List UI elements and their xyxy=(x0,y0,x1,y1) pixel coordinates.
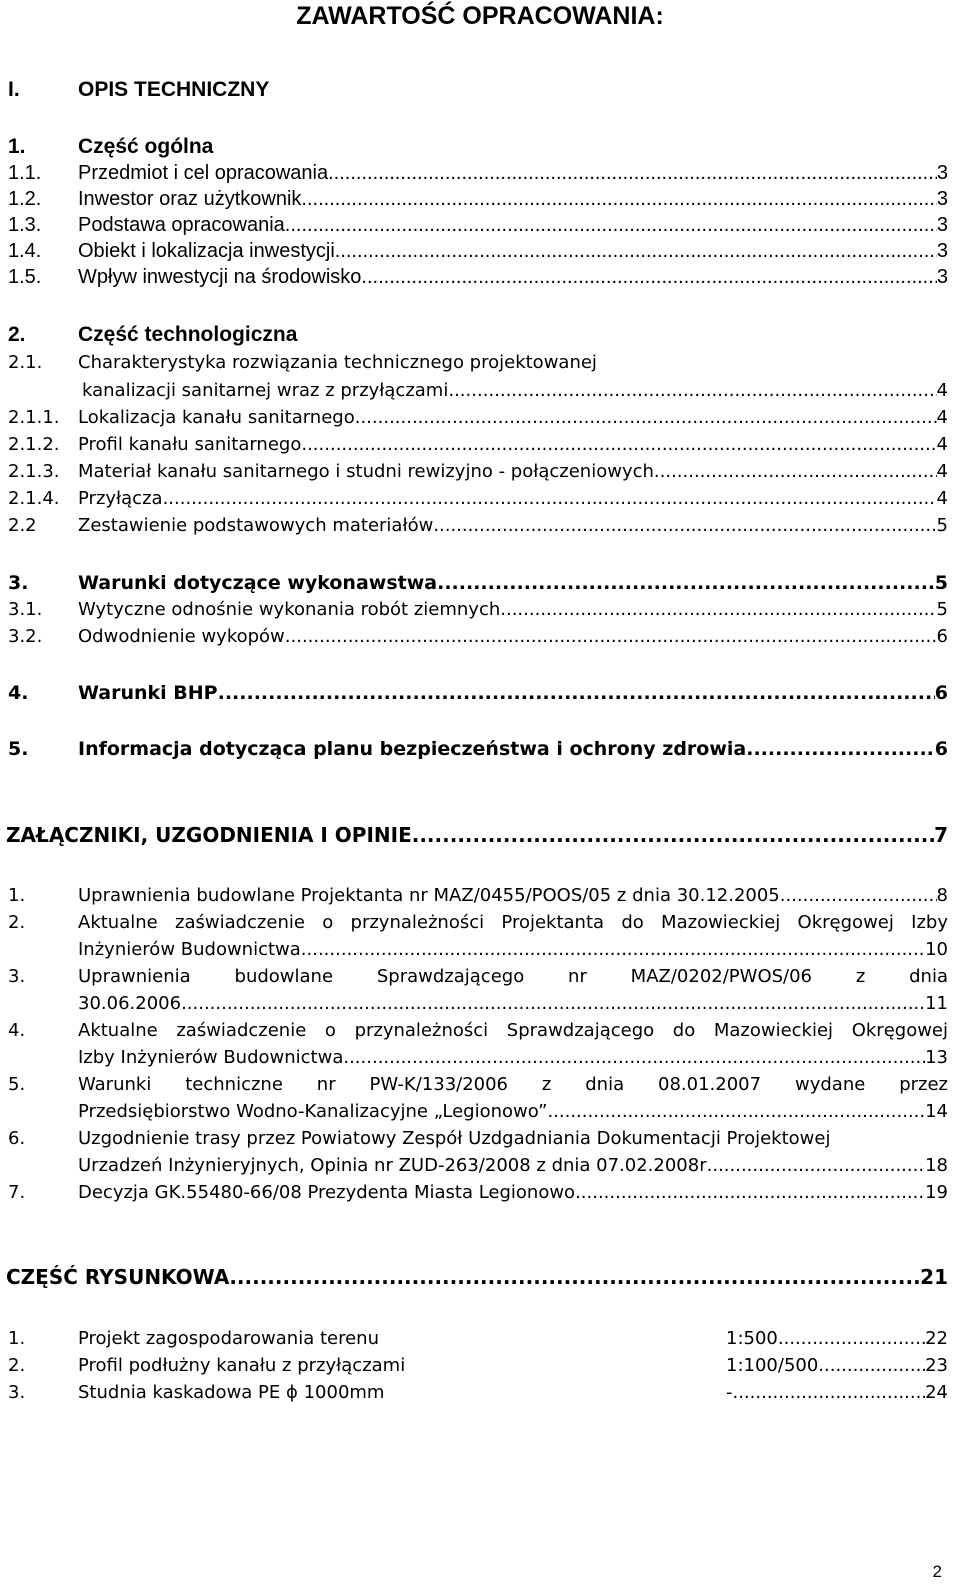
toc-number: 5. xyxy=(8,738,29,760)
toc-page: 21 xyxy=(920,1265,948,1289)
toc-label: Izby Inżynierów Budownictwa xyxy=(78,1047,344,1068)
toc-label: Informacja dotycząca planu bezpieczeństwa i ochrony zdrowia xyxy=(78,738,747,760)
dot-leader xyxy=(301,186,936,212)
toc-entry[interactable] xyxy=(8,513,948,539)
toc-label: Odwodnienie wykopów xyxy=(78,626,285,647)
toc-number: 2.1.4. xyxy=(8,488,60,509)
toc-heading-4[interactable] xyxy=(8,680,948,706)
dot-leader xyxy=(285,624,937,650)
toc-heading-2 xyxy=(8,322,908,348)
toc-label: Aktualne zaświadczenie o przynależności Sprawdzającego do Mazowieckiej Okręgowej xyxy=(78,1020,948,1041)
toc-label: Studnia kaskadowa PE ϕ 1000mm xyxy=(78,1382,385,1403)
toc-heading-1 xyxy=(8,134,908,160)
toc-number: 2.1.1. xyxy=(8,407,60,428)
dot-leader xyxy=(285,212,937,238)
dot-leader xyxy=(433,513,936,539)
toc-page: 13 xyxy=(925,1047,948,1068)
toc-label: Uprawnienia budowlane Sprawdzającego nr MAZ/0202/PWOS/06 z dnia xyxy=(78,966,948,987)
toc-number: 2. xyxy=(8,323,26,346)
toc-label: kanalizacji sanitarnej wraz z przyłączami xyxy=(82,380,449,401)
toc-page: 7 xyxy=(934,823,948,847)
toc-number: 3. xyxy=(8,1382,26,1403)
toc-label: Warunki techniczne nr PW-K/133/2006 z dnia 08.01.2007 wydane przez xyxy=(78,1074,948,1095)
toc-number: 1.4. xyxy=(8,240,42,262)
toc-label: ZAŁĄCZNIKI, UZGODNIENIA I OPINIE xyxy=(6,823,412,847)
toc-heading-5[interactable] xyxy=(8,736,948,762)
toc-number: 7. xyxy=(8,1182,26,1203)
dot-leader xyxy=(707,1153,925,1179)
toc-page: 5 xyxy=(936,599,948,620)
toc-label: CZĘŚĆ RYSUNKOWA xyxy=(6,1265,230,1289)
toc-label: Materiał kanału sanitarnego i studni rewizyjno - połączeniowych xyxy=(78,461,654,482)
dot-leader xyxy=(335,238,937,264)
drawing-item[interactable] xyxy=(8,1380,948,1406)
toc-number: 2.1. xyxy=(8,352,43,373)
dot-leader xyxy=(437,570,935,596)
toc-label: Warunki dotyczące wykonawstwa xyxy=(78,572,438,594)
toc-label: Charakterystyka rozwiązania technicznego projektowanej xyxy=(78,352,597,373)
dot-leader xyxy=(733,1380,926,1406)
toc-label: Przedmiot i cel opracowania xyxy=(78,162,329,184)
dot-leader xyxy=(343,1045,925,1071)
toc-number: 3. xyxy=(8,966,26,987)
toc-label: Przedsiębiorstwo Wodno-Kanalizacyjne „Legionowo” xyxy=(78,1101,548,1122)
dot-leader xyxy=(328,160,937,186)
toc-entry[interactable] xyxy=(8,459,948,485)
page-number: 2 xyxy=(932,1562,942,1581)
toc-label: Część ogólna xyxy=(78,135,214,158)
toc-page: 6 xyxy=(934,738,948,760)
toc-label: Uprawnienia budowlane Projektanta nr MAZ/0455/POOS/05 z dnia 30.12.2005 xyxy=(78,885,780,906)
toc-page: 3 xyxy=(936,214,948,236)
toc-heading-rysunkowa[interactable] xyxy=(6,1264,948,1290)
toc-page: 19 xyxy=(925,1182,948,1203)
drawing-scale: 1:100/500 xyxy=(726,1355,819,1376)
section-label: OPIS TECHNICZNY xyxy=(78,78,270,101)
toc-page: 11 xyxy=(925,993,948,1014)
toc-label: Podstawa opracowania xyxy=(78,214,285,236)
dot-leader xyxy=(229,1264,920,1290)
toc-page: 8 xyxy=(936,885,948,906)
toc-entry[interactable] xyxy=(8,238,948,264)
toc-page: 6 xyxy=(936,626,948,647)
toc-entry[interactable] xyxy=(8,160,948,186)
toc-page: 24 xyxy=(925,1382,948,1403)
dot-leader xyxy=(780,883,937,909)
toc-number: 5. xyxy=(8,1074,26,1095)
toc-entry[interactable] xyxy=(8,264,948,290)
dot-leader xyxy=(412,822,934,848)
toc-page: 4 xyxy=(936,380,948,401)
toc-number: 2. xyxy=(8,912,26,933)
toc-page: 10 xyxy=(925,939,948,960)
attachment-item-line2[interactable] xyxy=(8,1045,948,1071)
toc-entry[interactable] xyxy=(8,597,948,623)
toc-label: Uzgodnienie trasy przez Powiatowy Zespół Uzdgadniania Dokumentacji Projektowej xyxy=(78,1128,831,1149)
toc-number: 3.1. xyxy=(8,599,43,620)
toc-page: 23 xyxy=(925,1355,948,1376)
toc-number: 4. xyxy=(8,1020,26,1041)
dot-leader xyxy=(448,378,936,404)
toc-label: Inżynierów Budownictwa xyxy=(78,939,301,960)
toc-page: 22 xyxy=(925,1328,948,1349)
toc-number: 2. xyxy=(8,1355,26,1376)
toc-page: 4 xyxy=(936,434,948,455)
dot-leader xyxy=(361,264,936,290)
toc-label: Decyzja GK.55480-66/08 Prezydenta Miasta Legionowo xyxy=(78,1182,576,1203)
section-opis-techniczny xyxy=(8,77,908,103)
attachment-item-line1[interactable] xyxy=(8,1018,948,1044)
toc-label: Wpływ inwestycji na środowisko xyxy=(78,266,362,288)
toc-number: 3.2. xyxy=(8,626,43,647)
toc-heading-3[interactable] xyxy=(8,570,948,596)
toc-number: 1. xyxy=(8,1328,26,1349)
toc-number: 1.2. xyxy=(8,188,42,210)
dot-leader xyxy=(547,1099,925,1125)
attachment-item-line1[interactable] xyxy=(8,910,948,936)
dot-leader xyxy=(746,736,935,762)
toc-page: 3 xyxy=(936,266,948,288)
dot-leader xyxy=(500,597,936,623)
toc-page: 18 xyxy=(925,1155,948,1176)
toc-page: 14 xyxy=(925,1101,948,1122)
toc-number: 6. xyxy=(8,1128,26,1149)
toc-label: Warunki BHP xyxy=(78,682,218,704)
toc-page: 5 xyxy=(936,515,948,536)
dot-leader xyxy=(301,432,936,458)
toc-page: 6 xyxy=(934,682,948,704)
drawing-scale: - xyxy=(726,1382,733,1403)
attachment-item-line1[interactable] xyxy=(8,1126,948,1152)
toc-label: Projekt zagospodarowania terenu xyxy=(78,1328,379,1349)
toc-label: Lokalizacja kanału sanitarnego xyxy=(78,407,355,428)
toc-entry[interactable] xyxy=(8,624,948,650)
toc-page: 5 xyxy=(934,572,948,594)
toc-number: 1. xyxy=(8,885,26,906)
section-number: I. xyxy=(8,78,20,101)
toc-page: 4 xyxy=(936,407,948,428)
toc-label: Aktualne zaświadczenie o przynależności Projektanta do Mazowieckiej Okręgowej Izby xyxy=(78,912,948,933)
toc-page: 3 xyxy=(936,162,948,184)
dot-leader xyxy=(181,991,925,1017)
toc-entry[interactable] xyxy=(8,486,948,512)
toc-number: 3. xyxy=(8,572,29,594)
dot-leader xyxy=(218,680,935,706)
toc-label: Profil podłużny kanału z przyłączami xyxy=(78,1355,406,1376)
dot-leader xyxy=(301,937,925,963)
toc-entry-line1[interactable] xyxy=(8,350,948,376)
drawing-item[interactable] xyxy=(8,1326,948,1352)
toc-entry[interactable] xyxy=(8,405,948,431)
toc-number: 4. xyxy=(8,682,29,704)
toc-entry[interactable] xyxy=(8,212,948,238)
toc-label: Przyłącza xyxy=(78,488,163,509)
toc-entry[interactable] xyxy=(8,432,948,458)
toc-page: 4 xyxy=(936,488,948,509)
toc-entry-line2[interactable] xyxy=(8,378,948,404)
toc-number: 2.2 xyxy=(8,515,37,536)
attachment-item-line2[interactable] xyxy=(8,937,948,963)
toc-label: Wytyczne odnośnie wykonania robót ziemnych xyxy=(78,599,501,620)
toc-label: Urzadzeń Inżynieryjnych, Opinia nr ZUD-263/2008 z dnia 07.02.2008r xyxy=(78,1155,707,1176)
drawing-scale: 1:500 xyxy=(726,1328,778,1349)
toc-label: Inwestor oraz użytkownik xyxy=(78,188,302,210)
dot-leader xyxy=(818,1353,925,1379)
dot-leader xyxy=(163,486,937,512)
toc-label: Profil kanału sanitarnego xyxy=(78,434,302,455)
drawing-item[interactable] xyxy=(8,1353,948,1379)
dot-leader xyxy=(355,405,937,431)
attachment-item[interactable] xyxy=(8,883,948,909)
toc-number: 1. xyxy=(8,135,26,158)
toc-page: 3 xyxy=(936,188,948,210)
toc-entry[interactable] xyxy=(8,186,948,212)
attachment-item-line2[interactable] xyxy=(8,1099,948,1125)
toc-label: 30.06.2006 xyxy=(78,993,182,1014)
attachment-item-line1[interactable] xyxy=(8,1072,948,1098)
attachment-item-line1[interactable] xyxy=(8,964,948,990)
attachment-item[interactable] xyxy=(8,1180,948,1206)
toc-label: Obiekt i lokalizacja inwestycji xyxy=(78,240,335,262)
attachment-item-line2[interactable] xyxy=(8,1153,948,1179)
toc-page: 3 xyxy=(936,240,948,262)
dot-leader xyxy=(575,1180,925,1206)
dot-leader xyxy=(654,459,937,485)
toc-number: 2.1.2. xyxy=(8,434,60,455)
toc-number: 1.1. xyxy=(8,162,42,184)
attachment-item-line2[interactable] xyxy=(8,991,948,1017)
toc-label: Zestawienie podstawowych materiałów xyxy=(78,515,434,536)
page-title: ZAWARTOŚĆ OPRACOWANIA: xyxy=(296,2,664,30)
toc-label: Część technologiczna xyxy=(78,323,298,346)
toc-number: 2.1.3. xyxy=(8,461,60,482)
dot-leader xyxy=(778,1326,925,1352)
toc-number: 1.3. xyxy=(8,214,42,236)
toc-page: 4 xyxy=(936,461,948,482)
toc-heading-zalaczniki[interactable] xyxy=(6,822,948,848)
toc-number: 1.5. xyxy=(8,266,42,288)
